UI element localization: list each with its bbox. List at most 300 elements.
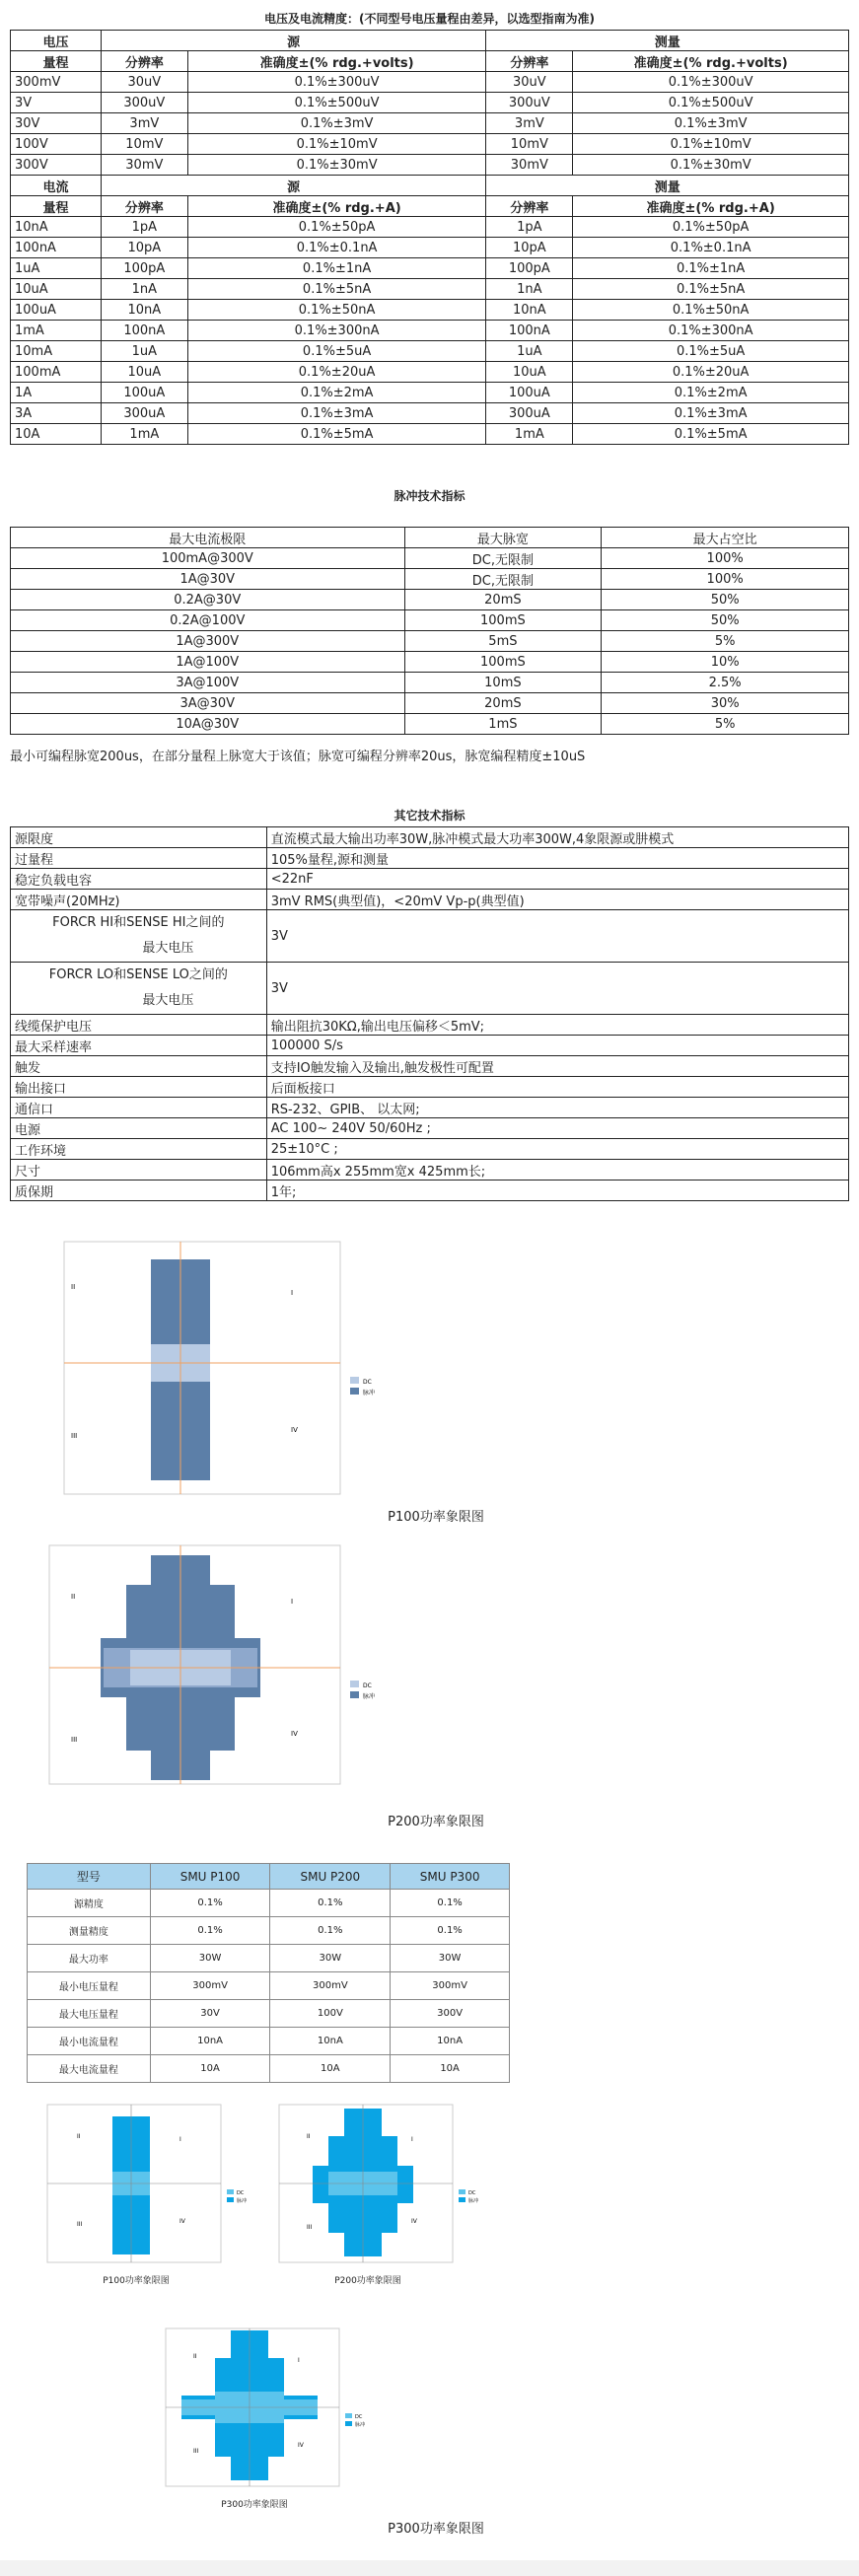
table-cell: 1nA: [101, 279, 187, 300]
small-p200-chart: [271, 2099, 498, 2271]
cell-line: 最大电压: [142, 993, 194, 1008]
table-row: [28, 1917, 510, 1945]
table-cell: 3mV: [101, 113, 187, 134]
table-row: [11, 590, 849, 610]
table-cell: 0.1%±20uA: [187, 362, 486, 383]
table-row: [11, 1098, 849, 1118]
table-cell: 最大电压量程: [28, 2000, 151, 2028]
table-cell: 50%: [602, 610, 849, 631]
table-cell: 10A: [11, 424, 102, 445]
p200-legend-pulse-swatch: [350, 1691, 359, 1698]
table-cell: [11, 963, 267, 1015]
table-cell: 测量: [486, 176, 849, 196]
table-cell: 3A@100V: [11, 673, 405, 693]
table-cell: 300mV: [270, 1972, 391, 2000]
table-cell: 0.1%±300nA: [187, 321, 486, 341]
table-row: [28, 2028, 510, 2055]
table-row: [28, 2055, 510, 2083]
table-row: [11, 51, 849, 72]
small-p200-legend-dc-swatch: [459, 2189, 465, 2194]
table-cell: 10nA: [270, 2028, 391, 2055]
table-cell: 10uA: [101, 362, 187, 383]
table-cell: <22nF: [266, 869, 848, 890]
table-cell: 300uA: [101, 403, 187, 424]
table-cell: SMU P100: [150, 1864, 270, 1890]
table-cell: 1uA: [101, 341, 187, 362]
table-row: [11, 72, 849, 93]
table-cell: 0.1%±300uV: [573, 72, 849, 93]
table-cell: 准确度±(% rdg.+volts): [573, 51, 849, 72]
table-cell: 10mV: [486, 134, 573, 155]
table-cell: 0.1%±1nA: [573, 258, 849, 279]
table-row: [11, 155, 849, 176]
table-cell: 0.1%±3mA: [573, 403, 849, 424]
small-p300-quadrant-IV: IV: [298, 2442, 304, 2449]
small-p100-quadrant-III: III: [77, 2221, 83, 2228]
table-cell: 1mA: [11, 321, 102, 341]
table-cell: 最大占空比: [602, 528, 849, 548]
table-row: [11, 1015, 849, 1036]
table-cell: 1mA: [486, 424, 573, 445]
table-row: [11, 31, 849, 51]
table-cell: 0.1%: [391, 1917, 510, 1945]
small-p300-legend-dc: DC: [355, 2414, 363, 2420]
p200-quadrant-I: I: [291, 1598, 294, 1606]
table-cell: 0.2A@100V: [11, 610, 405, 631]
table-cell: 准确度±(% rdg.+A): [187, 196, 486, 217]
small-p100-legend-dc: DC: [237, 2190, 245, 2196]
table-cell: 3mV RMS(典型值)，<20mV Vp-p(典型值): [266, 890, 848, 910]
table-cell: 分辨率: [486, 196, 573, 217]
table-cell: 电源: [11, 1118, 267, 1139]
table-cell: 10nA: [101, 300, 187, 321]
table-cell: 0.1%±30mV: [573, 155, 849, 176]
table-cell: 100uA: [11, 300, 102, 321]
table-cell: 源限度: [11, 827, 267, 848]
table-cell: 105%量程,源和测量: [266, 848, 848, 869]
table-cell: 准确度±(% rdg.+A): [573, 196, 849, 217]
table-cell: 30W: [270, 1945, 391, 1972]
table-row: [11, 910, 849, 963]
table-row: [11, 548, 849, 569]
table-cell: 300V: [11, 155, 102, 176]
table-row: [11, 631, 849, 652]
small-p200-quadrant-II: II: [307, 2133, 311, 2140]
table-row: [11, 424, 849, 445]
page-bottom-bar: [0, 2560, 859, 2576]
table-cell: 20mS: [404, 590, 602, 610]
table-cell: 100pA: [101, 258, 187, 279]
cell-line: FORCR LO和SENSE LO之间的: [48, 967, 228, 982]
p200-quadrant-III: III: [71, 1736, 78, 1744]
table-cell: 0.1%±5nA: [187, 279, 486, 300]
table-cell: 电流: [11, 176, 102, 196]
table-cell: 30mV: [486, 155, 573, 176]
table-cell: 100nA: [486, 321, 573, 341]
table-cell: 100mS: [404, 652, 602, 673]
pulse-note: 最小可编程脉宽200us，在部分量程上脉宽大于该值；脉宽可编程分辨率20us，脉宽编程精度±10uS: [10, 750, 586, 764]
table-cell: 10mV: [101, 134, 187, 155]
small-p200-legend-pulse: 脉冲: [468, 2198, 479, 2204]
table-row: [11, 693, 849, 714]
small-p300-quadrant-I: I: [298, 2357, 300, 2364]
table-cell: 1nA: [486, 279, 573, 300]
table-row: [11, 321, 849, 341]
table-row: [11, 217, 849, 238]
other-section-title: 其它技术指标: [394, 809, 465, 823]
table-cell: 5%: [602, 631, 849, 652]
table-cell: 量程: [11, 51, 102, 72]
table-cell: 100mA@300V: [11, 548, 405, 569]
small-p300-caption: P300功率象限图: [221, 2500, 288, 2510]
accuracy-table: [10, 30, 849, 445]
table-row: [11, 528, 849, 548]
table-cell: 最大功率: [28, 1945, 151, 1972]
table-cell: 0.1%±5nA: [573, 279, 849, 300]
table-row: [11, 93, 849, 113]
small-p100-quadrant-II: II: [77, 2133, 81, 2140]
table-cell: 10mA: [11, 341, 102, 362]
p100-legend-pulse-swatch: [350, 1388, 359, 1395]
p100-quadrant-II: II: [71, 1283, 76, 1291]
table-cell: 3V: [11, 93, 102, 113]
table-cell: 5mS: [404, 631, 602, 652]
table-cell: 0.1%: [150, 1917, 270, 1945]
p200-legend-dc: DC: [363, 1682, 372, 1689]
table-cell: 量程: [11, 196, 102, 217]
table-cell: 10mS: [404, 673, 602, 693]
table-row: [11, 610, 849, 631]
model-table: [27, 1863, 510, 2083]
table-cell: RS-232、GPIB、 以太网;: [266, 1098, 848, 1118]
p300-caption: P300功率象限图: [388, 2522, 484, 2537]
table-cell: 宽带噪声(20MHz): [11, 890, 267, 910]
table-row: [11, 341, 849, 362]
table-row: [11, 569, 849, 590]
table-cell: 1A: [11, 383, 102, 403]
table-cell: 源: [101, 176, 486, 196]
table-cell: 电压: [11, 31, 102, 51]
table-cell: 最大脉宽: [404, 528, 602, 548]
table-cell: 5%: [602, 714, 849, 735]
cell-line: FORCR HI和SENSE HI之间的: [52, 915, 225, 930]
table-row: [11, 238, 849, 258]
table-row: [28, 1945, 510, 1972]
table-cell: 0.1%±3mV: [187, 113, 486, 134]
small-p200-caption: P200功率象限图: [334, 2276, 401, 2286]
table-cell: SMU P200: [270, 1864, 391, 1890]
cell-line: 最大电压: [142, 941, 194, 956]
table-cell: 0.1%: [391, 1890, 510, 1917]
small-p300-legend-pulse-swatch: [345, 2421, 352, 2426]
table-cell: 0.1%±20uA: [573, 362, 849, 383]
small-p200-quadrant-IV: IV: [411, 2218, 417, 2225]
small-p300-legend-dc-swatch: [345, 2413, 352, 2418]
table-cell: 1mA: [101, 424, 187, 445]
table-cell: 0.1%±5uA: [573, 341, 849, 362]
table-cell: 30W: [391, 1945, 510, 1972]
table-cell: SMU P300: [391, 1864, 510, 1890]
table-row: [11, 403, 849, 424]
small-p300-chart: [158, 2323, 385, 2495]
table-row: [11, 673, 849, 693]
table-cell: 3A: [11, 403, 102, 424]
p200-legend-pulse: 脉冲: [363, 1693, 376, 1700]
p200-quadrant-IV: IV: [291, 1730, 298, 1738]
table-cell: 100V: [270, 2000, 391, 2028]
table-cell: [11, 910, 267, 963]
table-cell: 50%: [602, 590, 849, 610]
table-cell: 0.1%±3mA: [187, 403, 486, 424]
table-cell: 25±10°C ;: [266, 1139, 848, 1160]
table-cell: 测量: [486, 31, 849, 51]
table-row: [11, 300, 849, 321]
table-cell: 10nA: [391, 2028, 510, 2055]
table-cell: 源: [101, 31, 486, 51]
small-p100-quadrant-I: I: [179, 2136, 181, 2143]
table-cell: 最大电流极限: [11, 528, 405, 548]
table-row: [11, 869, 849, 890]
table-cell: 1mS: [404, 714, 602, 735]
p200-chart: [10, 1541, 414, 1788]
table-row: [11, 1118, 849, 1139]
table-cell: 1pA: [101, 217, 187, 238]
table-cell: 100V: [11, 134, 102, 155]
table-cell: 输出阻抗30KΩ,输出电压偏移＜5mV;: [266, 1015, 848, 1036]
table-cell: 1uA: [11, 258, 102, 279]
table-cell: 30V: [11, 113, 102, 134]
small-p300-quadrant-II: II: [193, 2353, 197, 2360]
table-cell: 10A@30V: [11, 714, 405, 735]
table-row: [11, 196, 849, 217]
table-row: [11, 652, 849, 673]
table-cell: 测量精度: [28, 1917, 151, 1945]
table-cell: 10nA: [486, 300, 573, 321]
table-cell: 10pA: [486, 238, 573, 258]
table-cell: 线缆保护电压: [11, 1015, 267, 1036]
table-cell: 10A: [270, 2055, 391, 2083]
table-cell: 0.1%±5mA: [573, 424, 849, 445]
table-cell: 0.1%±0.1nA: [573, 238, 849, 258]
table-row: [11, 362, 849, 383]
table-cell: 尺寸: [11, 1160, 267, 1181]
table-row: [11, 1036, 849, 1056]
table-cell: 3mV: [486, 113, 573, 134]
table-cell: 0.1%±300uV: [187, 72, 486, 93]
table-cell: 支持IO触发输入及输出,触发极性可配置: [266, 1056, 848, 1077]
table-cell: 30V: [150, 2000, 270, 2028]
table-row: [11, 714, 849, 735]
table-cell: 1年;: [266, 1181, 848, 1201]
table-cell: 0.1%±5mA: [187, 424, 486, 445]
table-cell: 工作环境: [11, 1139, 267, 1160]
table-cell: 最小电压量程: [28, 1972, 151, 2000]
table-cell: 300uV: [101, 93, 187, 113]
table-cell: 30uV: [486, 72, 573, 93]
table-cell: 100uA: [486, 383, 573, 403]
table-row: [11, 827, 849, 848]
table-cell: 10pA: [101, 238, 187, 258]
table-cell: 300uV: [486, 93, 573, 113]
table-cell: 质保期: [11, 1181, 267, 1201]
table-cell: 30uV: [101, 72, 187, 93]
p100-quadrant-III: III: [71, 1432, 78, 1440]
p200-legend-dc-swatch: [350, 1681, 359, 1687]
p100-caption: P100功率象限图: [388, 1510, 484, 1525]
table-cell: 20mS: [404, 693, 602, 714]
table-cell: 1A@100V: [11, 652, 405, 673]
table-cell: 分辨率: [101, 196, 187, 217]
table-cell: 0.1%±10mV: [187, 134, 486, 155]
table-cell: 0.1%±30mV: [187, 155, 486, 176]
table-cell: 300mV: [150, 1972, 270, 2000]
table-row: [11, 1181, 849, 1201]
p100-legend-pulse: 脉冲: [363, 1390, 376, 1396]
table-cell: 100nA: [101, 321, 187, 341]
p100-legend-dc: DC: [363, 1379, 372, 1386]
table-row: [11, 279, 849, 300]
small-p100-quadrant-IV: IV: [179, 2218, 185, 2225]
table-cell: 2.5%: [602, 673, 849, 693]
table-row: [28, 1864, 510, 1890]
table-cell: 0.1%±1nA: [187, 258, 486, 279]
pulse-section-title: 脉冲技术指标: [394, 489, 465, 503]
table-cell: 300mV: [11, 72, 102, 93]
table-cell: 10%: [602, 652, 849, 673]
small-p100-legend-pulse: 脉冲: [237, 2198, 248, 2204]
table-cell: 触发: [11, 1056, 267, 1077]
p100-quadrant-IV: IV: [291, 1426, 298, 1434]
table-row: [28, 2000, 510, 2028]
table-cell: 100mS: [404, 610, 602, 631]
table-cell: 300uA: [486, 403, 573, 424]
table-cell: 1A@30V: [11, 569, 405, 590]
table-cell: 10uA: [486, 362, 573, 383]
table-row: [11, 963, 849, 1015]
p100-quadrant-I: I: [291, 1289, 294, 1297]
pulse-table: [10, 527, 849, 735]
small-p200-legend-pulse-swatch: [459, 2197, 465, 2202]
small-p100-caption: P100功率象限图: [103, 2276, 170, 2286]
small-p100-legend-pulse-swatch: [227, 2197, 234, 2202]
table-cell: 0.1%±3mV: [573, 113, 849, 134]
table-cell: 0.1%±2mA: [187, 383, 486, 403]
table-cell: 输出接口: [11, 1077, 267, 1098]
table-cell: 通信口: [11, 1098, 267, 1118]
table-row: [11, 113, 849, 134]
table-cell: 100nA: [11, 238, 102, 258]
table-cell: 分辨率: [101, 51, 187, 72]
table-cell: 3V: [266, 963, 848, 1015]
table-cell: 106mm高x 255mm宽x 425mm长;: [266, 1160, 848, 1181]
table-cell: 准确度±(% rdg.+volts): [187, 51, 486, 72]
p100-chart: [10, 1238, 414, 1504]
table-cell: 0.1%±50nA: [573, 300, 849, 321]
small-p300-quadrant-III: III: [193, 2448, 199, 2455]
table-cell: 3V: [266, 910, 848, 963]
table-cell: 0.1%±300nA: [573, 321, 849, 341]
table-cell: 10nA: [11, 217, 102, 238]
table-row: [11, 1139, 849, 1160]
table-cell: 0.1%±500uV: [573, 93, 849, 113]
table-cell: 30W: [150, 1945, 270, 1972]
table-cell: 0.1%±5uA: [187, 341, 486, 362]
table-row: [11, 258, 849, 279]
table-cell: 源精度: [28, 1890, 151, 1917]
table-row: [11, 383, 849, 403]
table-cell: 100uA: [101, 383, 187, 403]
voltage-section-title: 电压及电流精度：(不同型号电压量程由差异，以选型指南为准): [264, 12, 595, 26]
table-cell: 过量程: [11, 848, 267, 869]
table-cell: 稳定负载电容: [11, 869, 267, 890]
table-row: [11, 176, 849, 196]
table-cell: 300V: [391, 2000, 510, 2028]
table-cell: 0.1%: [270, 1890, 391, 1917]
table-cell: 100%: [602, 569, 849, 590]
table-cell: 1uA: [486, 341, 573, 362]
table-cell: 1A@300V: [11, 631, 405, 652]
table-cell: 0.1%±50nA: [187, 300, 486, 321]
table-row: [11, 1077, 849, 1098]
small-p200-quadrant-I: I: [411, 2136, 413, 2143]
table-cell: 1pA: [486, 217, 573, 238]
table-cell: AC 100~ 240V 50/60Hz ;: [266, 1118, 848, 1139]
small-p200-quadrant-III: III: [307, 2224, 313, 2231]
table-row: [11, 1160, 849, 1181]
small-p100-legend-dc-swatch: [227, 2189, 234, 2194]
table-cell: 0.1%±50pA: [573, 217, 849, 238]
table-cell: 0.2A@30V: [11, 590, 405, 610]
table-cell: DC,无限制: [404, 569, 602, 590]
table-cell: 后面板接口: [266, 1077, 848, 1098]
table-cell: 分辨率: [486, 51, 573, 72]
table-cell: 3A@30V: [11, 693, 405, 714]
table-cell: 100%: [602, 548, 849, 569]
table-row: [28, 1890, 510, 1917]
table-cell: 100000 S/s: [266, 1036, 848, 1056]
table-cell: 0.1%±10mV: [573, 134, 849, 155]
table-cell: 10A: [150, 2055, 270, 2083]
p200-quadrant-II: II: [71, 1593, 76, 1601]
table-cell: 最大采样速率: [11, 1036, 267, 1056]
table-cell: 最小电流量程: [28, 2028, 151, 2055]
small-p200-legend-dc: DC: [468, 2190, 476, 2196]
table-cell: DC,无限制: [404, 548, 602, 569]
table-row: [11, 1056, 849, 1077]
table-cell: 100pA: [486, 258, 573, 279]
table-cell: 0.1%±2mA: [573, 383, 849, 403]
table-row: [11, 848, 849, 869]
other-table: [10, 826, 849, 1201]
table-cell: 10A: [391, 2055, 510, 2083]
table-cell: 30%: [602, 693, 849, 714]
table-cell: 最大电流量程: [28, 2055, 151, 2083]
table-row: [11, 134, 849, 155]
table-cell: 0.1%: [150, 1890, 270, 1917]
table-cell: 100mA: [11, 362, 102, 383]
table-cell: 10nA: [150, 2028, 270, 2055]
table-row: [11, 890, 849, 910]
small-p100-chart: [39, 2099, 266, 2271]
table-row: [28, 1972, 510, 2000]
table-cell: 直流模式最大输出功率30W,脉冲模式最大功率300W,4象限源或肼模式: [266, 827, 848, 848]
table-cell: 0.1%: [270, 1917, 391, 1945]
table-cell: 0.1%±50pA: [187, 217, 486, 238]
table-cell: 30mV: [101, 155, 187, 176]
p200-caption: P200功率象限图: [388, 1815, 484, 1829]
table-cell: 300mV: [391, 1972, 510, 2000]
table-cell: 0.1%±0.1nA: [187, 238, 486, 258]
